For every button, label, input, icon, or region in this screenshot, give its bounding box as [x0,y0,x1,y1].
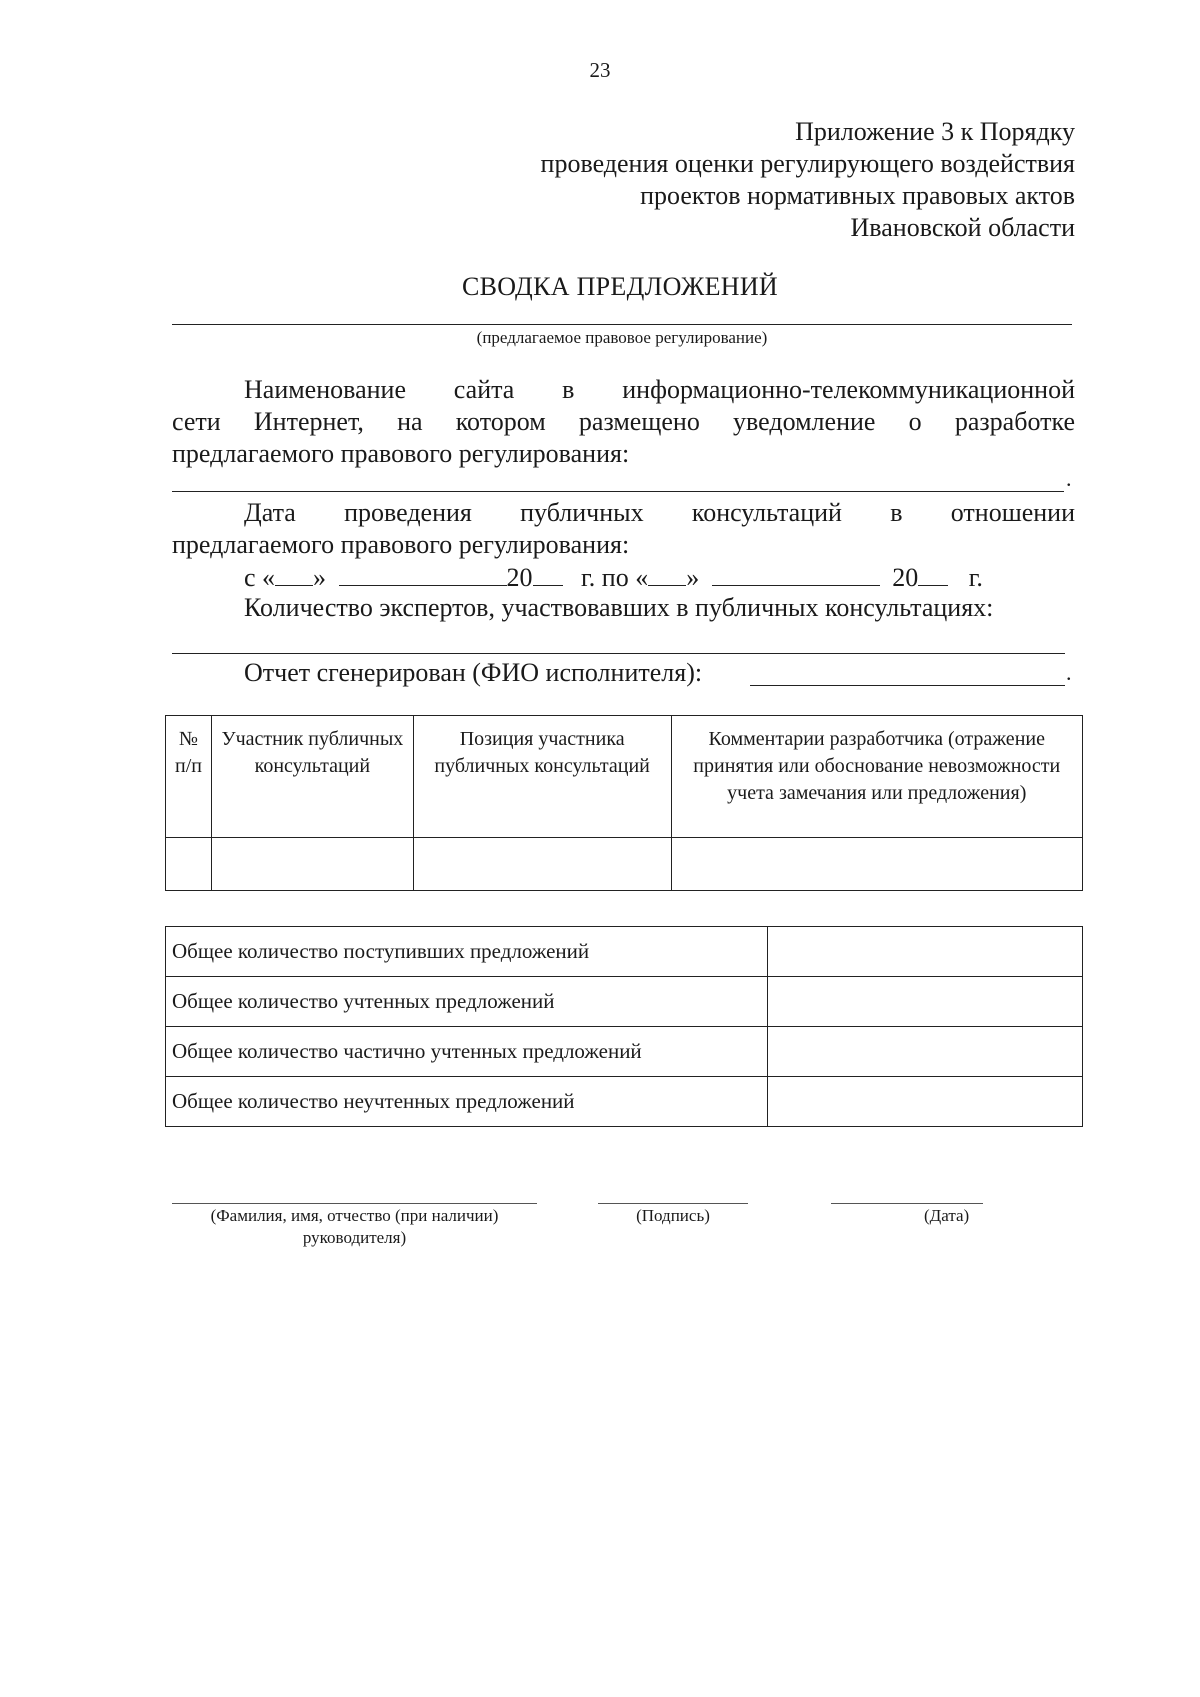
month-to-field[interactable] [712,561,880,586]
date-from-prefix: с « [244,563,276,592]
totals-label: Общее количество учтенных предложений [166,977,768,1027]
proposals-table [165,715,1083,891]
column-header-comments: Комментарии разработчика (отражение принятия или обоснование невозможности учета замечания или предложения) [671,716,1082,838]
totals-label: Общее количество поступивших предложений [166,927,768,977]
report-label: Отчет сгенерирован (ФИО исполнителя): [244,658,703,687]
totals-row [166,977,1083,1027]
totals-label: Общее количество неучтенных предложений [166,1077,768,1127]
date-caption: (Дата) [924,1206,970,1225]
table-cell[interactable] [413,838,671,891]
experts-label: Количество экспертов, участвовавших в публичных консультациях: [244,593,994,622]
appendix-line: проектов нормативных правовых актов [640,181,1075,210]
report-blank-line[interactable] [750,685,1065,686]
appendix-line: Ивановской области [850,213,1075,242]
totals-table [165,926,1083,1127]
year-prefix: 20 [506,563,533,592]
totals-label: Общее количество частично учтенных предложений [166,1027,768,1077]
site-line: предлагаемого правового регулирования: [172,439,630,468]
year-prefix: 20 [892,563,919,592]
month-from-field[interactable] [339,561,507,586]
totals-value[interactable] [768,1077,1083,1127]
dates-paragraph [172,497,1075,561]
quote-close: » [313,563,327,592]
signature-line[interactable] [598,1203,748,1204]
date-line[interactable] [831,1203,983,1204]
table-row [166,838,1083,891]
column-header-number: № п/п [166,716,212,838]
year-end: г. [968,563,983,592]
regulation-caption: (предлагаемое правовое регулирование) [476,328,768,347]
name-caption [172,1205,537,1249]
year-to-field[interactable] [918,561,948,586]
column-header-participant: Участник публичных консультаций [211,716,413,838]
day-from-field[interactable] [275,561,313,586]
name-caption-line: (Фамилия, имя, отчество (при наличии) [210,1206,499,1225]
regulation-blank-line [172,324,1072,325]
report-trailing-dot: . [1066,660,1072,685]
appendix-reference [541,116,1075,244]
column-header-position: Позиция участника публичных консультаций [413,716,671,838]
totals-row [166,927,1083,977]
site-line: сети Интернет, на котором размещено уведомление о разработке [172,407,1075,436]
date-range-line [244,561,983,593]
table-header-row [166,716,1083,838]
experts-blank-line[interactable] [172,653,1065,654]
day-to-field[interactable] [648,561,686,586]
table-cell[interactable] [211,838,413,891]
document-title: СВОДКА ПРЕДЛОЖЕНИЙ [461,272,779,301]
site-line: Наименование сайта в информационно-телекоммуникационной [244,375,1075,404]
page-number: 23 [589,58,611,82]
table-cell[interactable] [671,838,1082,891]
name-signature-line[interactable] [172,1203,537,1204]
appendix-line: Приложение 3 к Порядку [795,117,1075,146]
name-caption-line: руководителя) [302,1228,407,1247]
totals-row [166,1027,1083,1077]
site-trailing-dot: . [1066,466,1072,491]
totals-row [166,1077,1083,1127]
dates-line: Дата проведения публичных консультаций в отношении [244,498,1075,527]
totals-value[interactable] [768,1027,1083,1077]
year-from-field[interactable] [533,561,563,586]
appendix-line: проведения оценки регулирующего воздействия [540,149,1075,178]
site-paragraph [172,374,1075,470]
table-cell[interactable] [166,838,212,891]
quote-close: » [686,563,700,592]
signature-caption: (Подпись) [636,1206,710,1225]
totals-value[interactable] [768,927,1083,977]
date-to-prefix: г. по « [581,563,649,592]
dates-line: предлагаемого правового регулирования: [172,530,630,559]
site-blank-line [172,491,1064,492]
totals-value[interactable] [768,977,1083,1027]
